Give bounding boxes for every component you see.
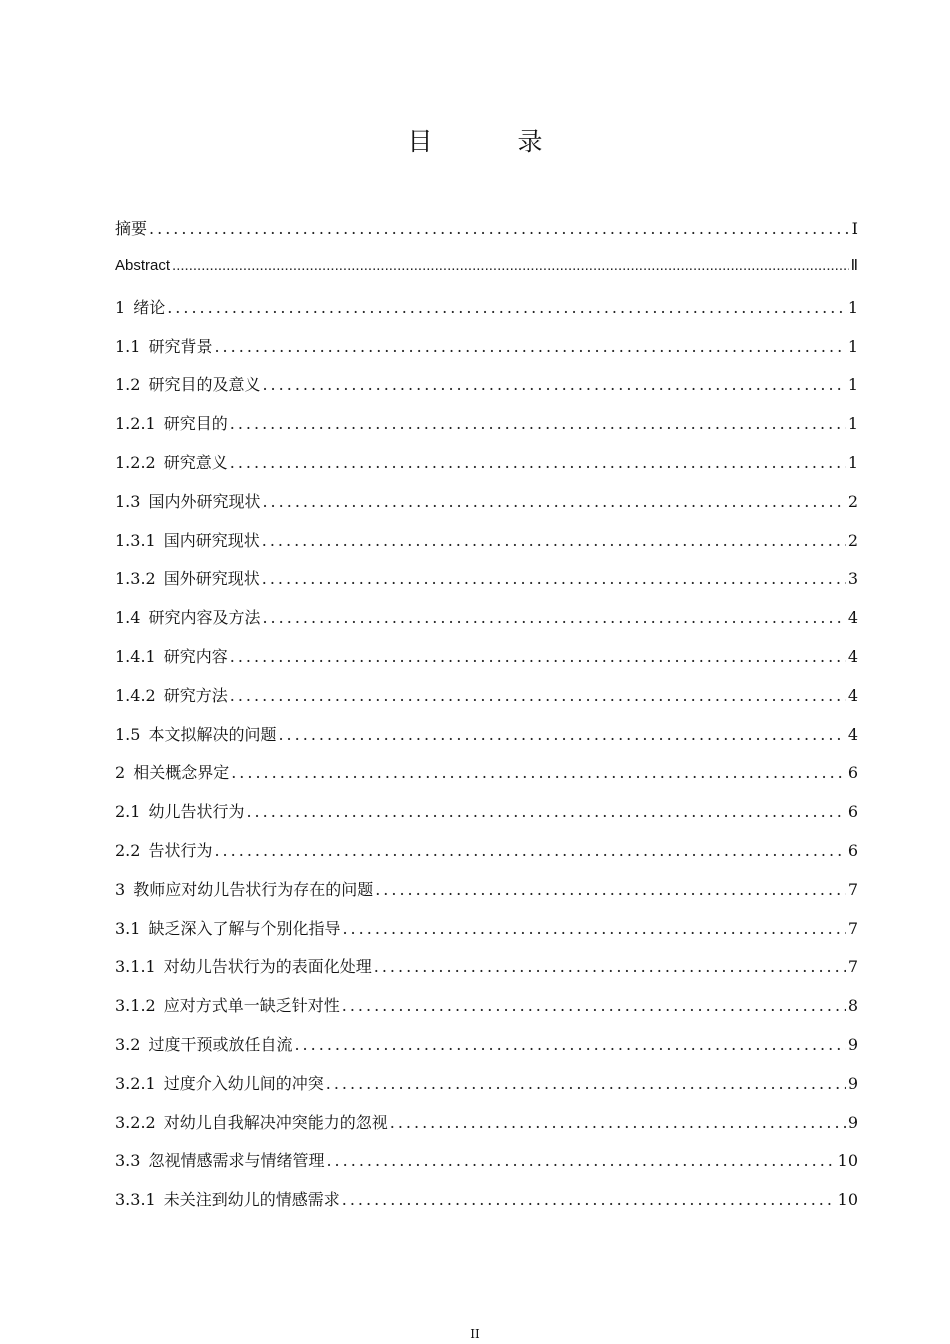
toc-entry[interactable]: [115, 993, 858, 1032]
toc-entry[interactable]: [115, 528, 858, 567]
toc-entry[interactable]: [115, 1071, 858, 1110]
toc-entry-label: 摘要: [115, 219, 148, 238]
toc-entry-heading: [115, 566, 260, 589]
toc-entry-number: 1.3: [115, 491, 141, 511]
toc-entry[interactable]: [115, 1110, 858, 1149]
toc-entry-label: 本文拟解决的问题: [148, 724, 277, 744]
toc-entry-page: 4: [847, 724, 858, 744]
toc-entry-label: Abstract: [115, 257, 171, 274]
toc-entry-heading: [115, 760, 229, 783]
toc-entry[interactable]: [115, 838, 858, 877]
toc-entry-heading: [115, 1071, 324, 1094]
toc-entry-heading: [115, 722, 276, 745]
toc-entry-number: 3: [115, 879, 126, 899]
toc-entry-heading: [115, 605, 260, 628]
toc-entry-page: 4: [847, 646, 858, 666]
toc-entry-page: 1: [847, 414, 858, 434]
toc-entry-page: 6: [847, 763, 858, 783]
toc-entry-label: 缺乏深入了解与个别化指导: [148, 918, 341, 938]
toc-dot-leader: [374, 957, 846, 976]
toc-entry-number: 1.1: [115, 336, 141, 356]
toc-entry-label: 研究背景: [148, 336, 213, 356]
toc-entry-number: 3.1.2: [115, 996, 156, 1016]
toc-entry-label: 相关概念界定: [133, 763, 230, 783]
toc-entry-heading: [115, 954, 372, 977]
toc-entry-page: 1: [847, 336, 858, 356]
toc-entry[interactable]: [115, 605, 858, 644]
toc-entry-heading: [115, 838, 212, 861]
toc-entry-heading: [115, 216, 147, 239]
toc-entry[interactable]: [115, 1148, 858, 1187]
toc-entry[interactable]: [115, 334, 858, 373]
toc-entry-label: 绪论: [133, 297, 166, 317]
toc-entry-number: 1.3.1: [115, 530, 156, 550]
toc-entry-heading: [115, 993, 340, 1016]
toc-entry-number: 3.3: [115, 1151, 141, 1171]
toc-dot-leader: [262, 608, 845, 627]
toc-entry-page: 4: [847, 608, 858, 628]
toc-entry-page: 9: [847, 1112, 858, 1132]
toc-entry-number: 1.2.2: [115, 452, 156, 472]
toc-entry-page: 1: [847, 375, 858, 395]
toc-entry-number: 1.2.1: [115, 414, 156, 434]
toc-entry-label: 研究方法: [163, 685, 228, 705]
toc-entry-label: 国内研究现状: [163, 530, 260, 550]
toc-dot-leader: [326, 1151, 835, 1170]
toc-dot-leader: [262, 375, 845, 394]
toc-entry-number: 1.5: [115, 724, 141, 744]
toc-dot-leader: [214, 337, 845, 356]
toc-entry[interactable]: [115, 295, 858, 334]
toc-dot-leader: [278, 725, 845, 744]
toc-entry-label: 国内外研究现状: [148, 491, 261, 511]
toc-entry-heading: [115, 489, 260, 512]
toc-dot-leader: [172, 257, 849, 274]
toc-entry-page: 9: [847, 1073, 858, 1093]
toc-entry-page: 6: [847, 840, 858, 860]
toc-entry-heading: [115, 1032, 292, 1055]
toc-dot-leader: [326, 1074, 846, 1093]
toc-entry[interactable]: [115, 877, 858, 916]
toc-entry-number: 3.1: [115, 918, 141, 938]
toc-entry-number: 2.2: [115, 840, 141, 860]
toc-entry-page: 3: [847, 569, 858, 589]
toc-entry-page: 7: [847, 918, 858, 938]
toc-entry-number: 1.4.1: [115, 646, 156, 666]
toc-entry-page: 1: [847, 452, 858, 472]
toc-entry-label: 对幼儿告状行为的表面化处理: [163, 957, 372, 977]
toc-entry-heading: [115, 411, 228, 434]
toc-dot-leader: [294, 1035, 845, 1054]
toc-entry-number: 3.2: [115, 1034, 141, 1054]
toc-entry-label: 告状行为: [148, 840, 213, 860]
toc-dot-leader: [390, 1113, 846, 1132]
toc-dot-leader: [230, 686, 846, 705]
toc-entry-number: 2: [115, 763, 126, 783]
toc-entry-page: 4: [847, 685, 858, 705]
toc-entry-heading: [115, 372, 260, 395]
toc-entry[interactable]: [115, 216, 858, 256]
toc-entry-heading: [115, 916, 340, 939]
toc-entry-heading: [115, 1110, 388, 1133]
toc-dot-leader: [246, 802, 845, 821]
toc-entry-label: 幼儿告状行为: [148, 802, 245, 822]
toc-entry[interactable]: [115, 489, 858, 528]
toc-dot-leader: [149, 219, 850, 238]
toc-entry-label: 教师应对幼儿告状行为存在的问题: [133, 879, 374, 899]
toc-entry-heading: [115, 877, 373, 900]
toc-entry-heading: [115, 450, 228, 473]
toc-entry-number: 3.3.1: [115, 1190, 156, 1210]
toc-entry[interactable]: [115, 411, 858, 450]
toc-dot-leader: [262, 531, 846, 550]
toc-entry-label: 研究意义: [163, 452, 228, 472]
toc-entry-number: 1.3.2: [115, 569, 156, 589]
toc-entry-heading: [115, 644, 228, 667]
toc-entry-number: 2.1: [115, 802, 141, 822]
toc-entry-number: 1: [115, 297, 126, 317]
toc-entry-label: 研究目的: [163, 414, 228, 434]
toc-entry[interactable]: [115, 256, 858, 295]
toc-entry[interactable]: [115, 644, 858, 683]
toc-entry-page: 1: [847, 297, 858, 317]
toc-entry-page: Ⅱ: [850, 257, 858, 274]
toc-entry-page: 2: [847, 530, 858, 550]
toc-entry-page: 10: [837, 1190, 858, 1210]
toc-entry[interactable]: [115, 1187, 858, 1226]
toc-entry[interactable]: [115, 566, 858, 605]
toc-dot-leader: [342, 996, 846, 1015]
toc-entry-label: 过度介入幼儿间的冲突: [163, 1073, 324, 1093]
toc-entry[interactable]: [115, 760, 858, 799]
toc-entry[interactable]: [115, 1032, 858, 1071]
toc-entry[interactable]: [115, 372, 858, 411]
toc-entry-heading: [115, 334, 212, 357]
toc-entry-page: 7: [847, 879, 858, 899]
page-number-footer: II: [470, 1327, 480, 1341]
toc-entry-label: 国外研究现状: [163, 569, 260, 589]
toc-entry-number: 3.1.1: [115, 957, 156, 977]
toc-entry-label: 忽视情感需求与情绪管理: [148, 1151, 325, 1171]
toc-entry-page: 7: [847, 957, 858, 977]
toc-entry-heading: [115, 1148, 324, 1171]
toc-entry-page: 8: [847, 996, 858, 1016]
toc-entry[interactable]: [115, 683, 858, 722]
toc-entry-number: 1.4.2: [115, 685, 156, 705]
toc-dot-leader: [214, 841, 845, 860]
toc-entry-page: 6: [847, 802, 858, 822]
toc-entry-number: 3.2.1: [115, 1073, 156, 1093]
toc-entry-number: 3.2.2: [115, 1112, 156, 1132]
toc-entry[interactable]: [115, 954, 858, 993]
toc-entry-page: 2: [847, 491, 858, 511]
toc-entry-page: Ⅰ: [851, 219, 858, 238]
toc-entry-label: 研究内容: [163, 646, 228, 666]
toc-entry-heading: [115, 799, 244, 822]
toc-entry-heading: [115, 528, 260, 551]
table-of-contents: [115, 216, 858, 1226]
toc-dot-leader: [230, 647, 846, 666]
page-title: 目 录: [407, 127, 573, 156]
toc-entry-number: 1.4: [115, 608, 141, 628]
toc-entry-page: 10: [837, 1151, 858, 1171]
toc-entry-label: 过度干预或放任自流: [148, 1034, 293, 1054]
toc-entry-label: 对幼儿自我解决冲突能力的忽视: [163, 1112, 388, 1132]
toc-dot-leader: [262, 492, 845, 511]
toc-entry[interactable]: [115, 916, 858, 955]
toc-entry-label: 未关注到幼儿的情感需求: [163, 1190, 340, 1210]
toc-dot-leader: [231, 763, 846, 782]
toc-entry-page: 9: [847, 1034, 858, 1054]
toc-entry-heading: [115, 257, 170, 274]
toc-entry[interactable]: [115, 450, 858, 489]
toc-entry-label: 应对方式单一缺乏针对性: [163, 996, 340, 1016]
toc-entry-label: 研究内容及方法: [148, 608, 261, 628]
toc-dot-leader: [342, 1190, 836, 1209]
toc-dot-leader: [167, 298, 846, 317]
toc-dot-leader: [375, 880, 846, 899]
toc-entry-number: 1.2: [115, 375, 141, 395]
toc-entry-heading: [115, 1187, 340, 1210]
toc-entry[interactable]: [115, 799, 858, 838]
toc-dot-leader: [262, 569, 846, 588]
toc-entry-label: 研究目的及意义: [148, 375, 261, 395]
toc-entry-heading: [115, 295, 165, 318]
toc-dot-leader: [230, 414, 846, 433]
toc-dot-leader: [230, 453, 846, 472]
toc-entry[interactable]: [115, 722, 858, 761]
toc-entry-heading: [115, 683, 228, 706]
toc-dot-leader: [342, 919, 845, 938]
